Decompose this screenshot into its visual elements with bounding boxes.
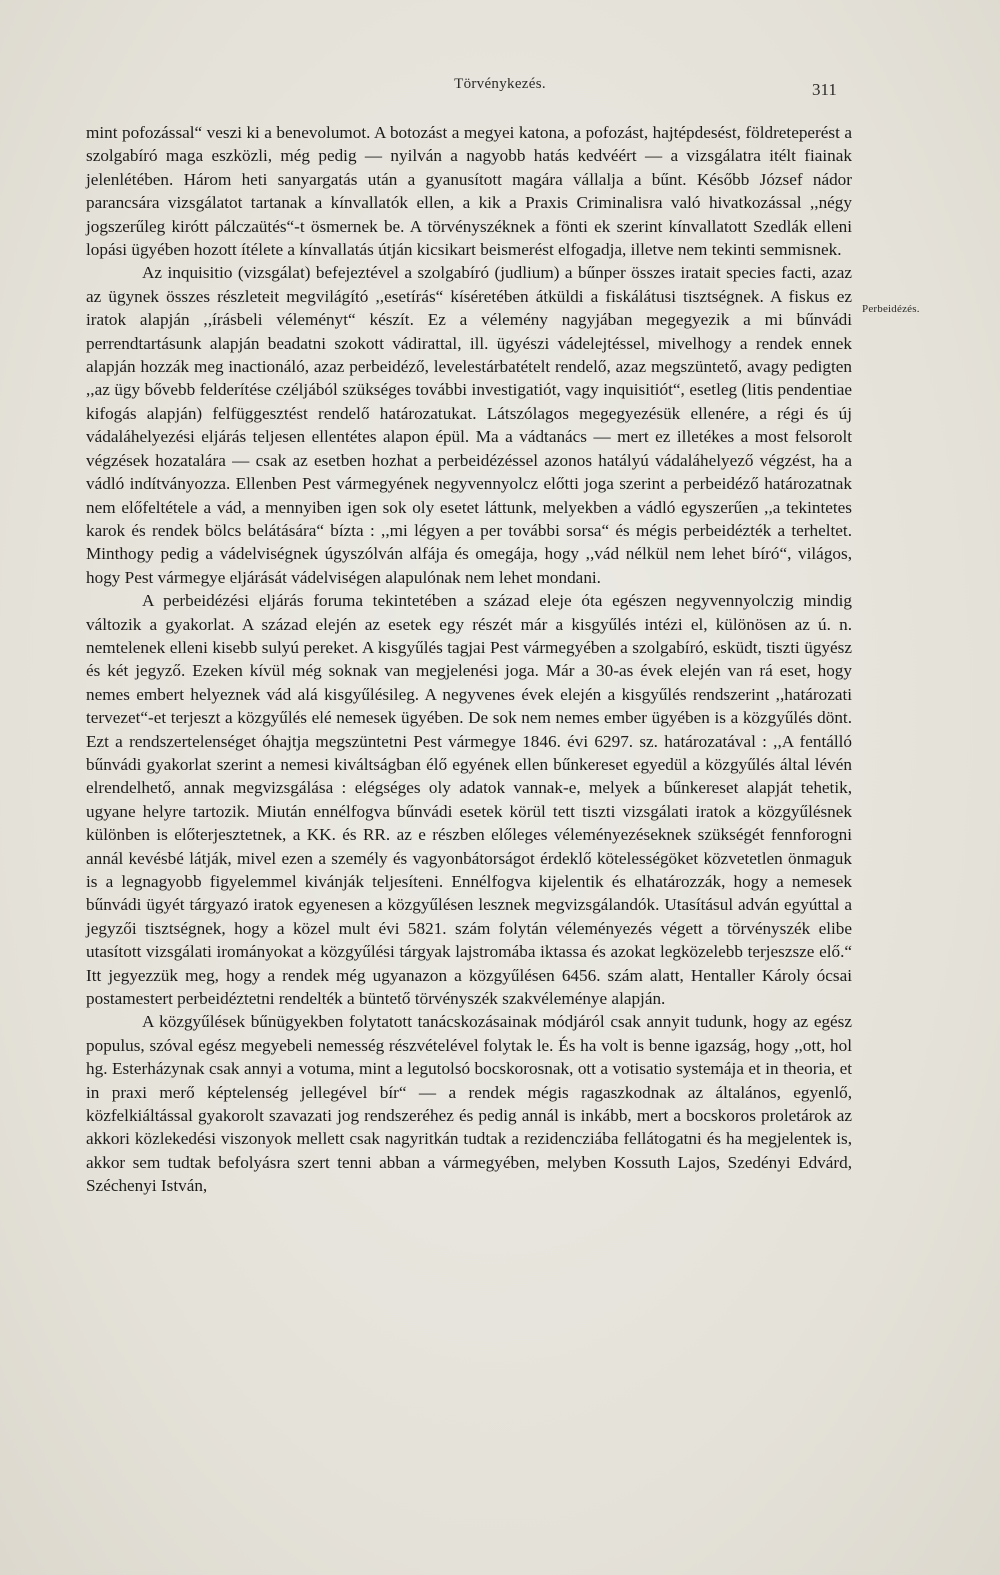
paragraph: mint pofozással“ veszi ki a benevolumot. A botozást a megyei katona, a pofozást, hajtépdesést, földreteperést a szolgabíró maga eszközli, még pedig — nyilván a nagyobb hatás kedvéért — a vizsgálatra itélt fiainak jelenlétében. Három heti sanyargatás után a gyanusított magára vállalja a bűnt. Később József nádor parancsára vizsgálatot tartanak a kínvallatók ellen, a kik a Praxis Criminalisra való hivatkozással ,,négy jogszerűleg kirótt pálczaütés“-t ösmernek be. A törvényszéknek a fönti ek szerint kínvallatott Szedlák elleni lopási ügyében hozott ítélete a kínvallatás útján kicsikart beismerést elfogadja, illetve nem tekinti semmisnek. (86, 123, 852, 260)
paragraph: Az inquisitio (vizsgálat) befejeztével a szolgabíró (judlium) a bűnper összes iratait species facti, azaz az ügynek összes részleteit megvilágító ,,esetírás“ kíséretében átküldi a fiskálátusi tisztségnek. A fiskus ez iratok alapján ,,írásbeli véleményt“ készít. Ez a vélemény nagyjában megegyezik a mi bűnvádi perrendtartásunk alapján beadatni szokott vádirattal, ill. ügyészi vádelejtéssel, mivelhogy a rendek ennek alapján hozzák meg inactionáló, azaz perbeidéző, levelestárbatételt rendelő, azaz megszüntető, avagy pedigten ,,az ügy bővebb felderítése czéljából szükséges további investigatiót, vagy inquisitiót“, esetleg (litis pendentiae kifogás alapján) felfüggesztést rendelő határozatukat. Látszólagos megegyezésük ellenére, a régi és új vádaláhelyezési eljárás teljesen ellentétes alapon épül. Ma a vádtanács — mert ez illetékes a most felsorolt végzések hozatalára — csak az esetben hozhat a perbeidézéssel azonos hatályú vádaláhelyező végzést, ha a vádló indítványozza. Ellenben Pest vármegyének negyvennyolcz előtti joga szerint a perbeidéző határozatnak nem előfeltétele a vád, a mennyiben igen sok oly esetet láttunk, melyekben a vádló egyszerűen ,,a tekintetes karok és rendek bölcs belátására“ bízta : ,,mi légyen a per további sorsa“ és mégis perbeidézték a terheltet. Minthogy pedig a vádelviségnek úgyszólván alfája és omegája, hogy ,,vád nélkül nem lehet bíró“, világos, hogy Pest vármegye eljárását vádelviségen alapulónak nem lehet mondani. (86, 263, 852, 587)
paragraph: A közgyűlések bűnügyekben folytatott tanácskozásainak módjáról csak annyit tudunk, hogy az egész populus, szóval egész megyebeli nemesség részvételével folytak le. És ha volt is benne igazság, hogy ,,ott, hol hg. Esterházynak csak annyi a votuma, mint a legutolsó bocskorosnak, ott a votisatio systemája et in theoria, et in praxi merő képtelenség jellegével bír“ — a rendek mégis ragaszkodnak az általános, egyenlő, közfelkiáltással gyakorolt szavazati jog rendszeréhez és pedig annál is inkább, mert a bocskoros proletárok az akkori közlekedési viszonyok mellett csak nagyritkán tudtak a rezidencziába fellátogatni és ha megjelentek is, akkor sem tudtak befolyásra szert tenni abban a vármegyében, melyben Kossuth Lajos, Szedényi Edvárd, Széchenyi István, (86, 1012, 852, 1196)
margin-note-perbeidezes: Perbeidézés. (862, 303, 920, 315)
body-text (86, 121, 852, 1198)
paragraph: A perbeidézési eljárás foruma tekintetében a század eleje óta egészen negyvennyolczig mindig változik a gyakorlat. A század elején az esetek egy részét már a kisgyűlés intézi el, különösen az ú. n. nemtelenek elleni kisebb sulyú pereket. A kisgyűlés tagjai Pest vármegyében a szolgabíró, esküdt, tiszti ügyész és két jegyző. Ezeken kívül még soknak van megjelenési joga. Már a 30-as évek elején van rá eset, hogy nemes embert helyeznek vád alá kisgyűlésileg. A negyvenes évek elején a kisgyűlés rendszerint ,,határozati tervezet“-et terjeszt a közgyűlés elé nemesek ügyében. De sok nem nemes ember ügyében is a közgyűlés dönt. Ezt a rendszertelenséget óhajtja megszüntetni Pest vármegye 1846. évi 6297. sz. határozatával : ,,A fentálló bűnvádi gyakorlat szerint a nemesi kiváltságban élő egyének ellen bűnkereset egyedül a közgyűlés által lévén elrendelhető, annak megvizsgálása : elégséges oly adatok vannak-e, melyek a bűnkereset alapját tehetik, ugyane helyre tartozik. Miután ennélfogva bűnvádi esetek körül tett tiszti vizsgálati iratok a közgyűlésnek különben is előterjesztetnek, a KK. és RR. az e részben előleges véleményezéseknek szükségét fennforogni annál kevésbé látják, mivel ezen a személy és vagyonbátorságot érdeklő kötelességöket közvetetlen önmaguk is a legnagyobb figyelemmel kivánják teljesíteni. Ennélfogva kijelentik és elhatározzák, hogy a nemesek bűnvádi ügyét tárgyazó iratok egyenesen a közgyűlésen lesznek megvizsgálandók. Utasításul adván egyúttal a jegyzői tisztségnek, hogy a közel mult évi 5821. szám folytán véleményezés végett a törvényszék elibe utasított vizsgálati irományokat a közgyűlési tárgyak lajstromába iktassa és azokat legközelebb terjeszsze elő.“ Itt jegyezzük meg, hogy a rendek még ugyanazon a közgyűlésen 6456. szám alatt, Hentaller Károly ócsai postamestert perbeidéztetni rendelték a büntető törvényszék szakvéleménye alapján. (86, 591, 852, 1009)
running-title: Törvénykezés. (454, 76, 546, 92)
page-number: 311 (812, 80, 837, 99)
